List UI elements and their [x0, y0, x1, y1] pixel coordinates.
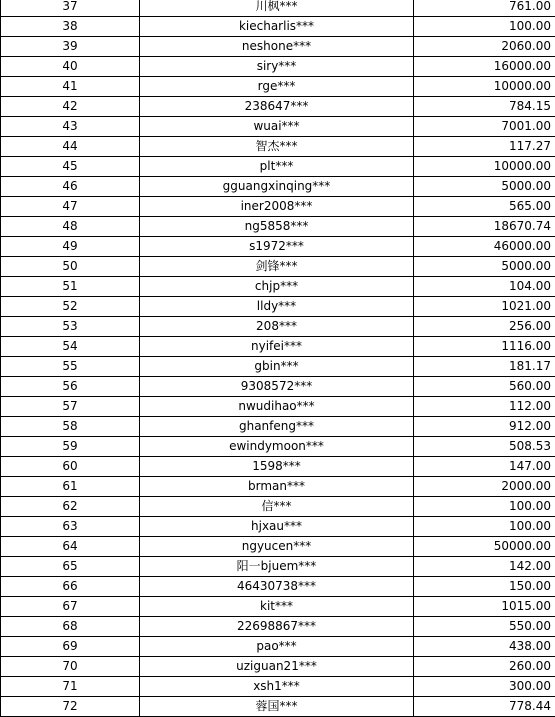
amount-cell: 5000.00 [414, 177, 555, 197]
table-row [1, 37, 555, 57]
amount-cell: 100.00 [414, 517, 555, 537]
amount-cell: 10000.00 [414, 157, 555, 177]
row-number-cell: 42 [1, 97, 140, 117]
amount-cell: 181.17 [414, 357, 555, 377]
amount-cell: 100.00 [414, 497, 555, 517]
table-row [1, 517, 555, 537]
name-cell: rge*** [140, 77, 414, 97]
amount-cell: 50000.00 [414, 537, 555, 557]
table-row [1, 277, 555, 297]
name-cell: lldy*** [140, 297, 414, 317]
name-cell: ewindymoon*** [140, 437, 414, 457]
name-cell: plt*** [140, 157, 414, 177]
table-row [1, 697, 555, 717]
row-number-cell: 72 [1, 697, 140, 717]
name-cell: brman*** [140, 477, 414, 497]
name-cell: gguangxinqing*** [140, 177, 414, 197]
name-cell: s1972*** [140, 237, 414, 257]
row-number-cell: 63 [1, 517, 140, 537]
table-row [1, 477, 555, 497]
amount-cell: 438.00 [414, 637, 555, 657]
table-row [1, 657, 555, 677]
amount-cell: 1021.00 [414, 297, 555, 317]
table-row [1, 317, 555, 337]
name-cell: 阳一bjuem*** [140, 557, 414, 577]
name-cell: kiecharlis*** [140, 17, 414, 37]
name-cell: neshone*** [140, 37, 414, 57]
table-row [1, 97, 555, 117]
table-row [1, 557, 555, 577]
table-row [1, 17, 555, 37]
table-row [1, 497, 555, 517]
amount-cell: 761.00 [414, 0, 555, 17]
name-cell: xsh1*** [140, 677, 414, 697]
amount-cell: 46000.00 [414, 237, 555, 257]
table-row [1, 457, 555, 477]
row-number-cell: 51 [1, 277, 140, 297]
amount-cell: 147.00 [414, 457, 555, 477]
name-cell: iner2008*** [140, 197, 414, 217]
row-number-cell: 65 [1, 557, 140, 577]
name-cell: siry*** [140, 57, 414, 77]
table-row [1, 617, 555, 637]
name-cell: kit*** [140, 597, 414, 617]
row-number-cell: 60 [1, 457, 140, 477]
table-row [1, 297, 555, 317]
table-row [1, 377, 555, 397]
row-number-cell: 49 [1, 237, 140, 257]
row-number-cell: 40 [1, 57, 140, 77]
amount-cell: 260.00 [414, 657, 555, 677]
table-row [1, 677, 555, 697]
name-cell: wuai*** [140, 117, 414, 137]
row-number-cell: 46 [1, 177, 140, 197]
name-cell: hjxau*** [140, 517, 414, 537]
amount-cell: 18670.74 [414, 217, 555, 237]
name-cell: 智杰*** [140, 137, 414, 157]
table-row [1, 237, 555, 257]
amount-cell: 560.00 [414, 377, 555, 397]
amount-cell: 117.27 [414, 137, 555, 157]
amount-cell: 912.00 [414, 417, 555, 437]
table-row [1, 0, 555, 17]
table-body [1, 0, 555, 717]
amount-cell: 2000.00 [414, 477, 555, 497]
table-row [1, 437, 555, 457]
name-cell: uziguan21*** [140, 657, 414, 677]
table-row [1, 117, 555, 137]
amount-cell: 150.00 [414, 577, 555, 597]
row-number-cell: 68 [1, 617, 140, 637]
name-cell: ng5858*** [140, 217, 414, 237]
row-number-cell: 48 [1, 217, 140, 237]
row-number-cell: 69 [1, 637, 140, 657]
name-cell: ghanfeng*** [140, 417, 414, 437]
name-cell: 208*** [140, 317, 414, 337]
amount-cell: 778.44 [414, 697, 555, 717]
table-row [1, 417, 555, 437]
amount-cell: 16000.00 [414, 57, 555, 77]
name-cell: 蓉国*** [140, 697, 414, 717]
row-number-cell: 66 [1, 577, 140, 597]
table-row [1, 637, 555, 657]
row-number-cell: 62 [1, 497, 140, 517]
row-number-cell: 38 [1, 17, 140, 37]
row-number-cell: 58 [1, 417, 140, 437]
amount-cell: 142.00 [414, 557, 555, 577]
amount-cell: 5000.00 [414, 257, 555, 277]
table-row [1, 537, 555, 557]
name-cell: 1598*** [140, 457, 414, 477]
row-number-cell: 71 [1, 677, 140, 697]
table-row [1, 157, 555, 177]
amount-cell: 1116.00 [414, 337, 555, 357]
table-row [1, 337, 555, 357]
amount-cell: 10000.00 [414, 77, 555, 97]
row-number-cell: 55 [1, 357, 140, 377]
row-number-cell: 70 [1, 657, 140, 677]
name-cell: gbin*** [140, 357, 414, 377]
amount-cell: 565.00 [414, 197, 555, 217]
row-number-cell: 57 [1, 397, 140, 417]
table-row [1, 137, 555, 157]
row-number-cell: 50 [1, 257, 140, 277]
name-cell: 川枫*** [140, 0, 414, 17]
amount-cell: 112.00 [414, 397, 555, 417]
amount-cell: 100.00 [414, 17, 555, 37]
amount-cell: 7001.00 [414, 117, 555, 137]
row-number-cell: 39 [1, 37, 140, 57]
name-cell: 46430738*** [140, 577, 414, 597]
row-number-cell: 56 [1, 377, 140, 397]
row-number-cell: 44 [1, 137, 140, 157]
name-cell: pao*** [140, 637, 414, 657]
table-row [1, 357, 555, 377]
row-number-cell: 59 [1, 437, 140, 457]
row-number-cell: 37 [1, 0, 140, 17]
amount-cell: 508.53 [414, 437, 555, 457]
name-cell: chjp*** [140, 277, 414, 297]
row-number-cell: 45 [1, 157, 140, 177]
name-cell: nwudihao*** [140, 397, 414, 417]
row-number-cell: 64 [1, 537, 140, 557]
table-row [1, 57, 555, 77]
table-row [1, 77, 555, 97]
table-row [1, 197, 555, 217]
name-cell: 剑锋*** [140, 257, 414, 277]
table-row [1, 597, 555, 617]
name-cell: ngyucen*** [140, 537, 414, 557]
row-number-cell: 61 [1, 477, 140, 497]
amount-cell: 550.00 [414, 617, 555, 637]
name-cell: 9308572*** [140, 377, 414, 397]
table-row [1, 577, 555, 597]
amount-cell: 256.00 [414, 317, 555, 337]
amount-cell: 104.00 [414, 277, 555, 297]
name-cell: 22698867*** [140, 617, 414, 637]
name-cell: 信*** [140, 497, 414, 517]
table-row [1, 177, 555, 197]
table-row [1, 257, 555, 277]
amount-cell: 300.00 [414, 677, 555, 697]
amount-cell: 2060.00 [414, 37, 555, 57]
row-number-cell: 43 [1, 117, 140, 137]
row-number-cell: 53 [1, 317, 140, 337]
row-number-cell: 41 [1, 77, 140, 97]
table-row [1, 217, 555, 237]
row-number-cell: 52 [1, 297, 140, 317]
name-cell: 238647*** [140, 97, 414, 117]
row-number-cell: 54 [1, 337, 140, 357]
row-number-cell: 47 [1, 197, 140, 217]
amount-cell: 1015.00 [414, 597, 555, 617]
table-row [1, 397, 555, 417]
row-number-cell: 67 [1, 597, 140, 617]
name-cell: nyifei*** [140, 337, 414, 357]
amount-cell: 784.15 [414, 97, 555, 117]
